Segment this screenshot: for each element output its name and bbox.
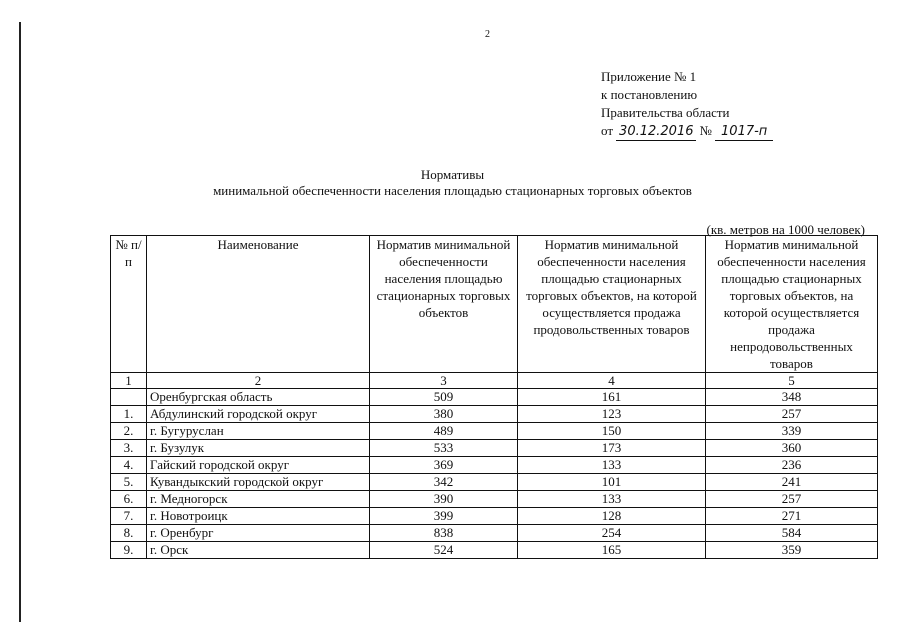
document-subtitle: минимальной обеспеченности населения площадью стационарных торговых объектов (213, 183, 692, 198)
appendix-line-3: Правительства области (601, 105, 730, 120)
row-number: 7. (111, 508, 147, 525)
header-cell: № п/п (111, 236, 147, 373)
column-number-cell: 4 (518, 373, 706, 389)
row-food: 161 (518, 389, 706, 406)
row-total: 380 (370, 406, 518, 423)
row-food: 254 (518, 525, 706, 542)
row-number: 2. (111, 423, 147, 440)
table-row (111, 457, 878, 474)
table-row (111, 389, 878, 406)
appendix-line-1: Приложение № 1 (601, 69, 697, 84)
row-number: 6. (111, 491, 147, 508)
table-row (111, 525, 878, 542)
column-number-cell: 1 (111, 373, 147, 389)
row-total: 533 (370, 440, 518, 457)
appendix-block (601, 68, 773, 141)
row-name: г. Медногорск (147, 491, 370, 508)
row-name: г. Бузулук (147, 440, 370, 457)
table-row (111, 474, 878, 491)
norms-table (110, 235, 878, 559)
row-name: г. Бугуруслан (147, 423, 370, 440)
header-cell: Норматив минимальной обеспеченности населения площадью стационарных торговых объектов, на которой осуществляется продажа непродовольственных товаров (706, 236, 878, 373)
row-number (111, 389, 147, 406)
row-food: 165 (518, 542, 706, 559)
appendix-line-2: к постановлению (601, 87, 698, 102)
row-nonfood: 360 (706, 440, 878, 457)
appendix-date-line (601, 122, 773, 141)
row-food: 128 (518, 508, 706, 525)
header-cell: Наименование (147, 236, 370, 373)
row-number: 8. (111, 525, 147, 542)
row-nonfood: 257 (706, 491, 878, 508)
row-total: 838 (370, 525, 518, 542)
number-label: № (699, 123, 712, 138)
units-note: (кв. метров на 1000 человек) (706, 222, 865, 237)
row-food: 123 (518, 406, 706, 423)
row-total: 399 (370, 508, 518, 525)
row-nonfood: 257 (706, 406, 878, 423)
row-food: 173 (518, 440, 706, 457)
row-number: 4. (111, 457, 147, 474)
table-row (111, 440, 878, 457)
table-header-row (111, 236, 878, 373)
row-name: Гайский городской округ (147, 457, 370, 474)
row-number: 5. (111, 474, 147, 491)
header-cell: Норматив минимальной обеспеченности населения площадью стационарных торговых объектов, на которой осуществляется продажа продовольственных товаров (518, 236, 706, 373)
column-number-row (111, 373, 878, 389)
row-food: 133 (518, 457, 706, 474)
table-row (111, 542, 878, 559)
column-number-cell: 3 (370, 373, 518, 389)
row-nonfood: 241 (706, 474, 878, 491)
row-food: 150 (518, 423, 706, 440)
handwritten-date: 30.12.2016 (616, 124, 696, 141)
from-label: от (601, 123, 614, 138)
row-number: 9. (111, 542, 147, 559)
header-cell: Норматив минимальной обеспеченности населения площадью стационарных торговых объектов (370, 236, 518, 373)
column-number-cell: 2 (147, 373, 370, 389)
row-total: 390 (370, 491, 518, 508)
table-row (111, 423, 878, 440)
scan-edge-line (19, 22, 21, 622)
document-title: Нормативы (420, 167, 485, 182)
row-total: 369 (370, 457, 518, 474)
table-row (111, 491, 878, 508)
row-name: г. Оренбург (147, 525, 370, 542)
row-number: 3. (111, 440, 147, 457)
row-nonfood: 348 (706, 389, 878, 406)
row-food: 133 (518, 491, 706, 508)
row-total: 524 (370, 542, 518, 559)
column-number-cell: 5 (706, 373, 878, 389)
row-nonfood: 339 (706, 423, 878, 440)
row-name: г. Орск (147, 542, 370, 559)
row-food: 101 (518, 474, 706, 491)
row-total: 509 (370, 389, 518, 406)
row-total: 489 (370, 423, 518, 440)
row-name: Кувандыкский городской округ (147, 474, 370, 491)
page-number: 2 (485, 29, 490, 40)
row-nonfood: 271 (706, 508, 878, 525)
row-nonfood: 236 (706, 457, 878, 474)
row-name: г. Новотроицк (147, 508, 370, 525)
row-total: 342 (370, 474, 518, 491)
row-nonfood: 584 (706, 525, 878, 542)
handwritten-number: 1017-п (715, 124, 773, 141)
row-nonfood: 359 (706, 542, 878, 559)
row-name: Абдулинский городской округ (147, 406, 370, 423)
table-row (111, 406, 878, 423)
table-row (111, 508, 878, 525)
row-name: Оренбургская область (147, 389, 370, 406)
row-number: 1. (111, 406, 147, 423)
